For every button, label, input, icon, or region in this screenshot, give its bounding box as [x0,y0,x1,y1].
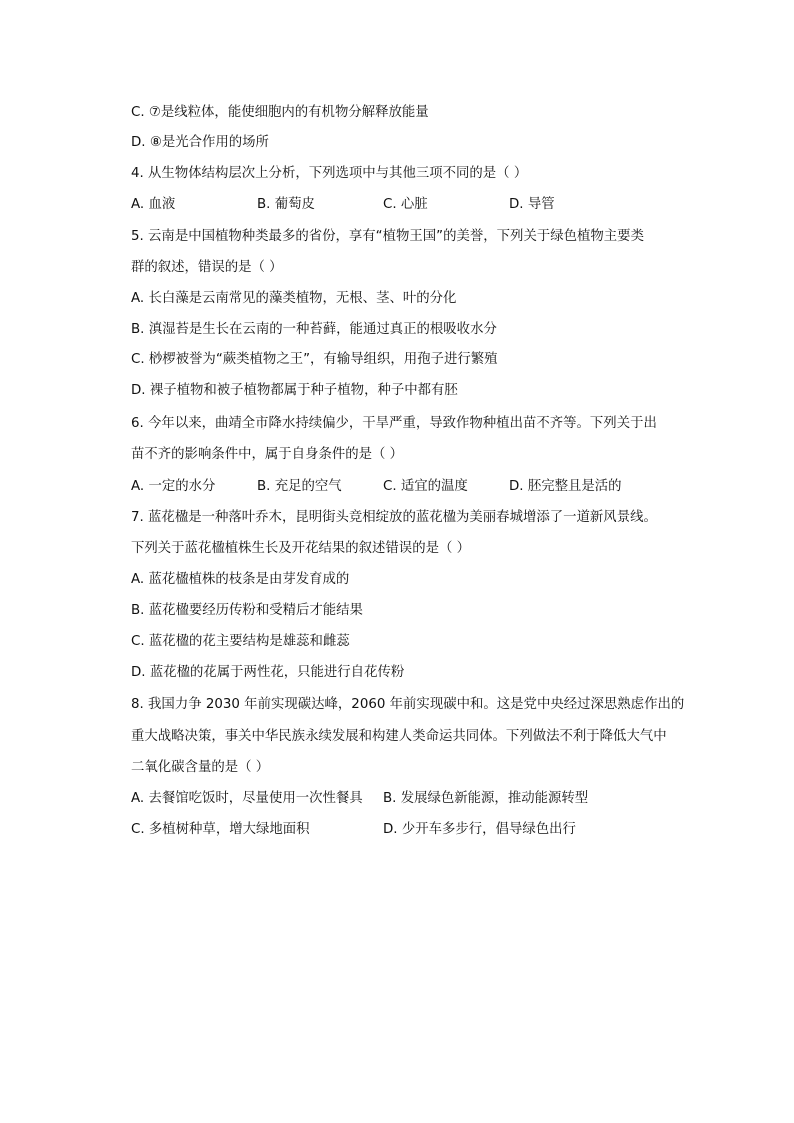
q3-option-c: C. ⑦是线粒体，能使细胞内的有机物分解释放能量 [131,105,429,120]
q7-option-c: C. 蓝花楹的花主要结构是雄蕊和雌蕊 [131,634,350,649]
q8-stem-line2: 重大战略决策，事关中华民族永续发展和构建人类命运共同体。下列做法不利于降低大气中 [131,729,667,744]
q6-stem-line1: 6. 今年以来，曲靖全市降水持续偏少，干旱严重，导致作物种植出苗不齐等。下列关于出 [131,416,657,431]
q3-option-d: D. ⑧是光合作用的场所 [131,135,269,150]
q7-option-a: A. 蓝花楹植株的枝条是由芽发育成的 [131,572,350,587]
q4-option-b: B. 葡萄皮 [257,197,315,212]
q7-stem-line1: 7. 蓝花楹是一种落叶乔木，昆明街头竞相绽放的蓝花楹为美丽春城增添了一道新风景线。 [131,510,657,525]
q4-option-c: C. 心脏 [383,197,428,212]
q4-option-d: D. 导管 [509,197,555,212]
q7-stem-line2: 下列关于蓝花楹植株生长及开花结果的叙述错误的是（ ） [131,541,471,556]
q8-stem-line3: 二氧化碳含量的是（ ） [131,760,270,775]
q6-option-b: B. 充足的空气 [257,479,342,494]
q4-option-a: A. 血液 [131,197,176,212]
q5-option-a: A. 长白藻是云南常见的藻类植物，无根、茎、叶的分化 [131,291,457,306]
q5-stem-line2: 群的叙述，错误的是（ ） [131,260,283,275]
q5-option-d: D. 裸子植物和被子植物都属于种子植物，种子中都有胚 [131,383,458,398]
q5-stem-line1: 5. 云南是中国植物种类最多的省份，享有“植物王国”的美誉，下列关于绿色植物主要类 [131,229,644,244]
q8-stem-line1: 8. 我国力争 2030 年前实现碳达峰，2060 年前实现碳中和。这是党中央经过深思熟虑作出的 [131,697,685,712]
q7-option-b: B. 蓝花楹要经历传粉和受精后才能结果 [131,603,363,618]
q7-option-d: D. 蓝花楹的花属于两性花，只能进行自花传粉 [131,665,405,680]
q8-option-b: B. 发展绿色新能源，推动能源转型 [383,791,589,806]
q8-option-c: C. 多植树种草，增大绿地面积 [131,822,310,837]
q6-stem-line2: 苗不齐的影响条件中，属于自身条件的是（ ） [131,447,404,462]
q5-option-c: C. 桫椤被誉为“蕨类植物之王”，有输导组织，用孢子进行繁殖 [131,352,498,367]
q4-stem: 4. 从生物体结构层次上分析，下列选项中与其他三项不同的是（ ） [131,166,528,181]
q6-option-c: C. 适宜的温度 [383,479,468,494]
q5-option-b: B. 滇湿苔是生长在云南的一种苔藓，能通过真正的根吸收水分 [131,322,497,337]
q6-option-d: D. 胚完整且是活的 [509,479,622,494]
q8-option-d: D. 少开车多步行，倡导绿色出行 [383,822,576,837]
q8-option-a: A. 去餐馆吃饭时，尽量使用一次性餐具 [131,791,363,806]
q6-option-a: A. 一定的水分 [131,479,216,494]
